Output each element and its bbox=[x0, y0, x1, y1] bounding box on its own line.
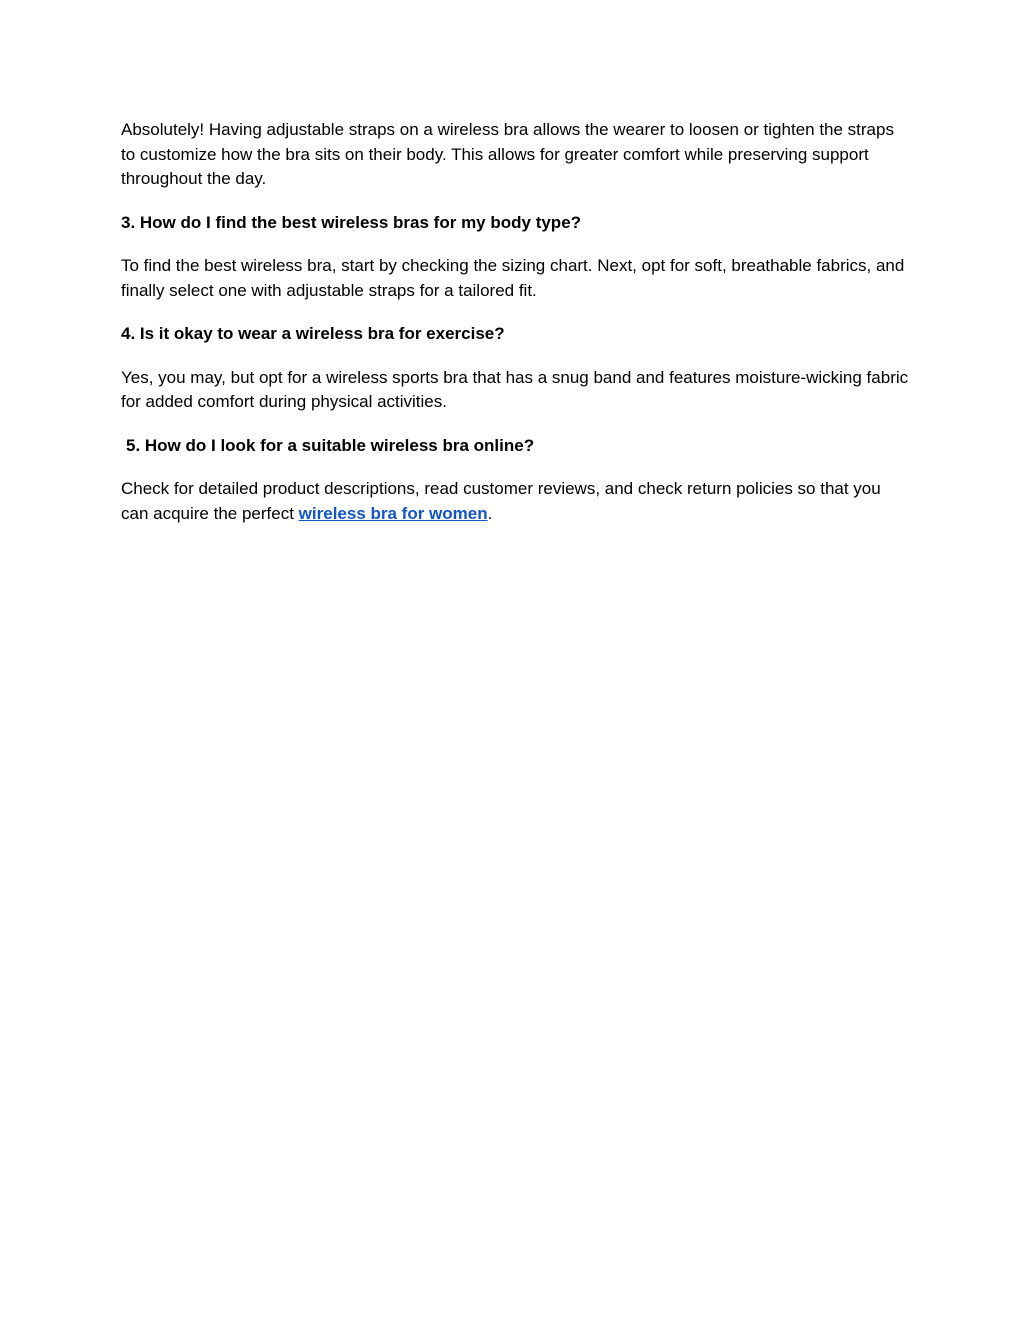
faq-answer-5-text: Check for detailed product descriptions, read customer reviews, and check return policies so that you can acquire the perfect bbox=[121, 479, 881, 523]
faq-answer-5-period: . bbox=[487, 503, 493, 523]
faq-question-3: 3. How do I find the best wireless bras for my body type? bbox=[121, 212, 582, 232]
faq-answer-4: Yes, you may, but opt for a wireless sports bra that has a snug band and features moisture-wicking fabric for added comfort during physical activities. bbox=[121, 367, 909, 411]
wireless-bra-for-women-link[interactable]: wireless bra for women bbox=[298, 503, 488, 523]
intro-paragraph: Absolutely! Having adjustable straps on a wireless bra allows the wearer to loosen or tighten the straps to customize how the bra sits on their body. This allows for greater comfort while preserving support throughout the day. bbox=[121, 120, 894, 188]
faq-question-5: 5. How do I look for a suitable wireless bra online? bbox=[126, 435, 535, 455]
faq-answer-3: To find the best wireless bra, start by checking the sizing chart. Next, opt for soft, breathable fabrics, and finally select one with adjustable straps for a tailored fit. bbox=[121, 256, 905, 300]
faq-answer-5 bbox=[121, 477, 911, 526]
faq-question-4: 4. Is it okay to wear a wireless bra for exercise? bbox=[121, 324, 505, 343]
document-page bbox=[121, 118, 911, 545]
